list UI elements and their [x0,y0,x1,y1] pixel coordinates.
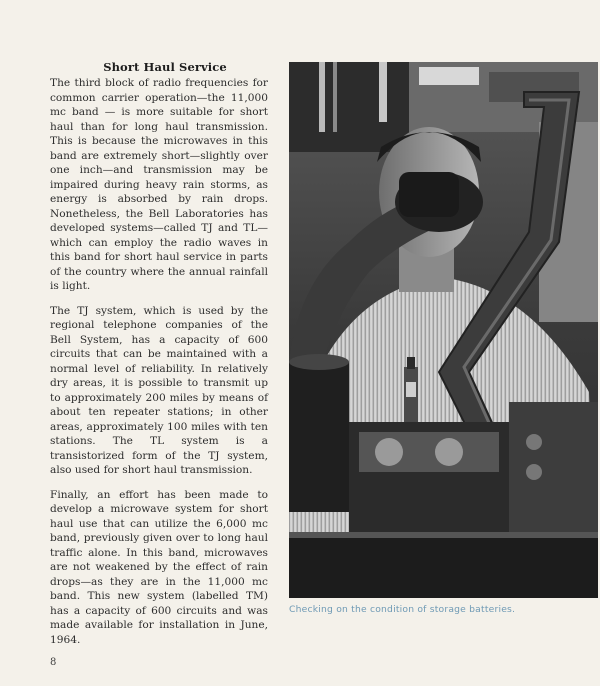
photograph [289,62,598,598]
photo-caption: Checking on the condition of storage batteries. [289,604,516,615]
paragraph-1: The third block of radio frequencies for common carrier operation—the 11,000 mc band — is more suitable for short haul than for long haul transmission. This is because the microwaves in this band are extremely short—slightly over one inch—and transmission may be impaired during heavy rain storms, as energy is absorbed by rain drops. Nonetheless, the Bell Laboratories has developed systems—called TJ and TL—which can employ the radio waves in this band for short haul service in parts of the country where the annual rainfall is light. [50,77,268,292]
photo-illustration [289,62,598,598]
section-heading: Short Haul Service [103,60,227,74]
article-body [50,76,268,657]
page-number: 8 [50,657,57,668]
paragraph-2: The TJ system, which is used by the regional telephone companies of the Bell System, has a capacity of 600 circuits that can be maintained with a normal level of reliability. In relatively dry areas, it is possible to transmit up to approximately 200 miles by means of about ten repeater stations; in other areas, approximately 100 miles with ten stations. The TL system is a transistorized form of the TJ system, also used for short haul transmission. [50,304,268,476]
paragraph-3: Finally, an effort has been made to develop a microwave system for short haul use that can utilize the 6,000 mc band, previously given over to long haul traffic alone. In this band, microwaves are not weakened by the effect of rain drops—as they are in the 11,000 mc band. This new system (labelled TM) has a capacity of 600 circuits and was made available for installation in June, 1964. [50,488,268,646]
